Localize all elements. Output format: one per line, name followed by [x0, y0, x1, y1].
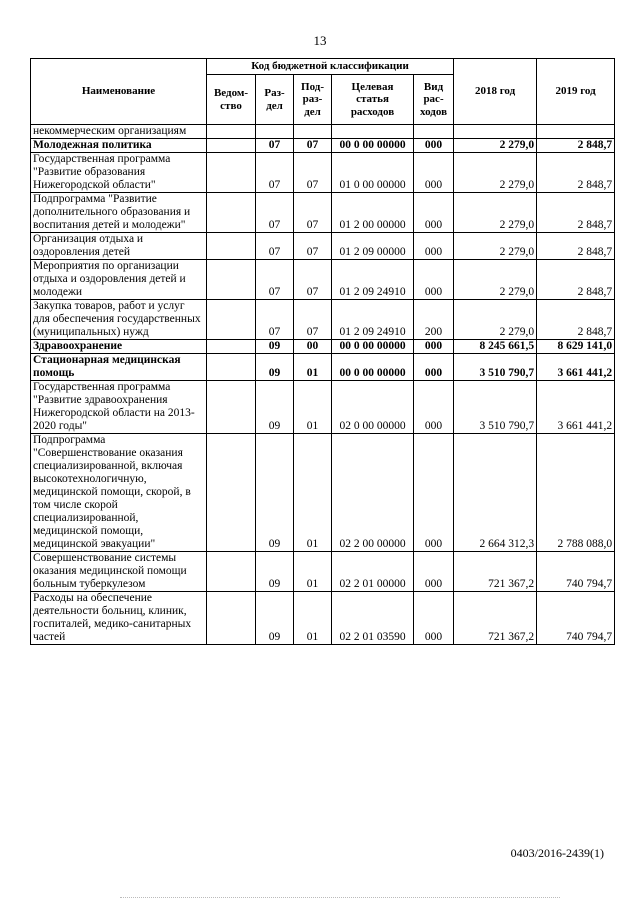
cell-2019: 3 661 441,2: [537, 381, 615, 434]
table-body: [31, 125, 615, 645]
header-name: Наименование: [31, 59, 207, 125]
cell-razdel: 07: [256, 153, 294, 193]
cell-name: Молодежная политика: [31, 139, 207, 153]
cell-name: Государственная программа "Развитие здравоохранения Нижегородской области на 2013-2020 годы": [31, 381, 207, 434]
cell-name: Организация отдыха и оздоровления детей: [31, 233, 207, 260]
cell-tselevaya-statya: 02 2 01 03590: [332, 592, 414, 645]
cell-vid-raskhodov: 200: [414, 300, 454, 340]
cell-2018: 2 279,0: [454, 233, 537, 260]
cell-tselevaya-statya: 02 0 00 00000: [332, 381, 414, 434]
cell-2019: 2 848,7: [537, 139, 615, 153]
budget-table: [30, 58, 615, 645]
table-row: [31, 354, 615, 381]
cell-name: Государственная программа "Развитие образования Нижегородской области": [31, 153, 207, 193]
cell-razdel: 09: [256, 340, 294, 354]
cell-razdel: 09: [256, 592, 294, 645]
cell-podrazdel: [294, 125, 332, 139]
cell-2019: 2 788 088,0: [537, 434, 615, 552]
cell-vid-raskhodov: [414, 125, 454, 139]
cell-vid-raskhodov: 000: [414, 592, 454, 645]
cell-tselevaya-statya: 01 2 09 24910: [332, 260, 414, 300]
header-classification-group: Код бюджетной классификации: [207, 59, 454, 75]
cell-razdel: 07: [256, 300, 294, 340]
cell-razdel: 09: [256, 434, 294, 552]
cell-2019: 3 661 441,2: [537, 354, 615, 381]
cell-name: Расходы на обеспечение деятельности больниц, клиник, госпиталей, медико-санитарных частей: [31, 592, 207, 645]
cell-vedomstvo: [207, 193, 256, 233]
cell-tselevaya-statya: 00 0 00 00000: [332, 139, 414, 153]
cell-vid-raskhodov: 000: [414, 381, 454, 434]
cell-name: Подпрограмма "Совершенствование оказания специализированной, включая высокотехнологичную, медицинской помощи, скорой, в том числе скорой специализированной, медицинской помощи, медицинской эвакуации": [31, 434, 207, 552]
cell-tselevaya-statya: 01 2 00 00000: [332, 193, 414, 233]
cell-vedomstvo: [207, 300, 256, 340]
cell-podrazdel: 00: [294, 340, 332, 354]
cell-vid-raskhodov: 000: [414, 139, 454, 153]
cell-name: Стационарная медицинская помощь: [31, 354, 207, 381]
cell-podrazdel: 07: [294, 233, 332, 260]
cell-2019: 2 848,7: [537, 233, 615, 260]
cell-2018: 2 279,0: [454, 260, 537, 300]
cell-tselevaya-statya: 00 0 00 00000: [332, 354, 414, 381]
cell-2018: 721 367,2: [454, 552, 537, 592]
table-row: [31, 153, 615, 193]
cell-2018: [454, 125, 537, 139]
cell-tselevaya-statya: 02 2 00 00000: [332, 434, 414, 552]
cell-podrazdel: 07: [294, 193, 332, 233]
cell-razdel: 07: [256, 260, 294, 300]
cell-vid-raskhodov: 000: [414, 552, 454, 592]
cell-vedomstvo: [207, 354, 256, 381]
table-row: [31, 552, 615, 592]
table-row: [31, 381, 615, 434]
cell-vid-raskhodov: 000: [414, 153, 454, 193]
cell-vedomstvo: [207, 552, 256, 592]
cell-2019: 740 794,7: [537, 552, 615, 592]
cell-tselevaya-statya: 02 2 01 00000: [332, 552, 414, 592]
cell-2018: 721 367,2: [454, 592, 537, 645]
cell-vedomstvo: [207, 592, 256, 645]
header-razdel: Раз-дел: [256, 75, 294, 125]
cell-vedomstvo: [207, 340, 256, 354]
page-number: 13: [313, 33, 327, 48]
cell-vid-raskhodov: 000: [414, 193, 454, 233]
cell-podrazdel: 01: [294, 592, 332, 645]
cell-podrazdel: 07: [294, 139, 332, 153]
cell-2018: 2 279,0: [454, 300, 537, 340]
cell-name: Закупка товаров, работ и услуг для обеспечения государственных (муниципальных) нужд: [31, 300, 207, 340]
cell-name: Здравоохранение: [31, 340, 207, 354]
table-row: [31, 592, 615, 645]
cell-podrazdel: 07: [294, 300, 332, 340]
scan-artifact-line: [120, 897, 560, 899]
header-2018: 2018 год: [454, 59, 537, 125]
document-code: 0403/2016-2439(1): [510, 846, 604, 860]
cell-tselevaya-statya: 01 2 09 00000: [332, 233, 414, 260]
header-vid-raskhodov: Вид рас-ходов: [414, 75, 454, 125]
cell-razdel: 09: [256, 381, 294, 434]
cell-vedomstvo: [207, 125, 256, 139]
cell-2019: 2 848,7: [537, 260, 615, 300]
cell-podrazdel: 01: [294, 381, 332, 434]
cell-razdel: 07: [256, 193, 294, 233]
table-row: [31, 139, 615, 153]
cell-2019: 2 848,7: [537, 300, 615, 340]
header-podrazdel: Под-раз-дел: [294, 75, 332, 125]
header-vedomstvo: Ведом-ство: [207, 75, 256, 125]
table-row: [31, 434, 615, 552]
cell-razdel: 07: [256, 139, 294, 153]
cell-vedomstvo: [207, 434, 256, 552]
table-row: [31, 193, 615, 233]
cell-podrazdel: 01: [294, 354, 332, 381]
cell-vedomstvo: [207, 260, 256, 300]
cell-vid-raskhodov: 000: [414, 354, 454, 381]
cell-tselevaya-statya: 00 0 00 00000: [332, 340, 414, 354]
header-tselevaya-statya: Целевая статья расходов: [332, 75, 414, 125]
cell-vedomstvo: [207, 139, 256, 153]
cell-razdel: [256, 125, 294, 139]
cell-tselevaya-statya: [332, 125, 414, 139]
cell-name: некоммерческим организациям: [31, 125, 207, 139]
cell-2019: 8 629 141,0: [537, 340, 615, 354]
table-row: [31, 260, 615, 300]
cell-2019: [537, 125, 615, 139]
cell-razdel: 09: [256, 354, 294, 381]
cell-podrazdel: 01: [294, 552, 332, 592]
cell-2018: 2 279,0: [454, 139, 537, 153]
cell-2018: 2 279,0: [454, 193, 537, 233]
table-row: [31, 125, 615, 139]
cell-vid-raskhodov: 000: [414, 233, 454, 260]
cell-tselevaya-statya: 01 2 09 24910: [332, 300, 414, 340]
cell-podrazdel: 07: [294, 260, 332, 300]
cell-razdel: 09: [256, 552, 294, 592]
cell-podrazdel: 01: [294, 434, 332, 552]
cell-2019: 2 848,7: [537, 153, 615, 193]
cell-tselevaya-statya: 01 0 00 00000: [332, 153, 414, 193]
cell-vid-raskhodov: 000: [414, 340, 454, 354]
cell-2018: 3 510 790,7: [454, 354, 537, 381]
cell-2018: 3 510 790,7: [454, 381, 537, 434]
cell-name: Мероприятия по организации отдыха и оздоровления детей и молодежи: [31, 260, 207, 300]
cell-vid-raskhodov: 000: [414, 260, 454, 300]
table-row: [31, 340, 615, 354]
cell-2018: 2 279,0: [454, 153, 537, 193]
cell-vedomstvo: [207, 233, 256, 260]
cell-2019: 2 848,7: [537, 193, 615, 233]
header-2019: 2019 год: [537, 59, 615, 125]
cell-vedomstvo: [207, 381, 256, 434]
table-row: [31, 233, 615, 260]
cell-vid-raskhodov: 000: [414, 434, 454, 552]
cell-2019: 740 794,7: [537, 592, 615, 645]
cell-name: Совершенствование системы оказания медицинской помощи больным туберкулезом: [31, 552, 207, 592]
table-row: [31, 300, 615, 340]
cell-vedomstvo: [207, 153, 256, 193]
cell-podrazdel: 07: [294, 153, 332, 193]
cell-razdel: 07: [256, 233, 294, 260]
cell-2018: 8 245 661,5: [454, 340, 537, 354]
cell-name: Подпрограмма "Развитие дополнительного образования и воспитания детей и молодежи": [31, 193, 207, 233]
cell-2018: 2 664 312,3: [454, 434, 537, 552]
